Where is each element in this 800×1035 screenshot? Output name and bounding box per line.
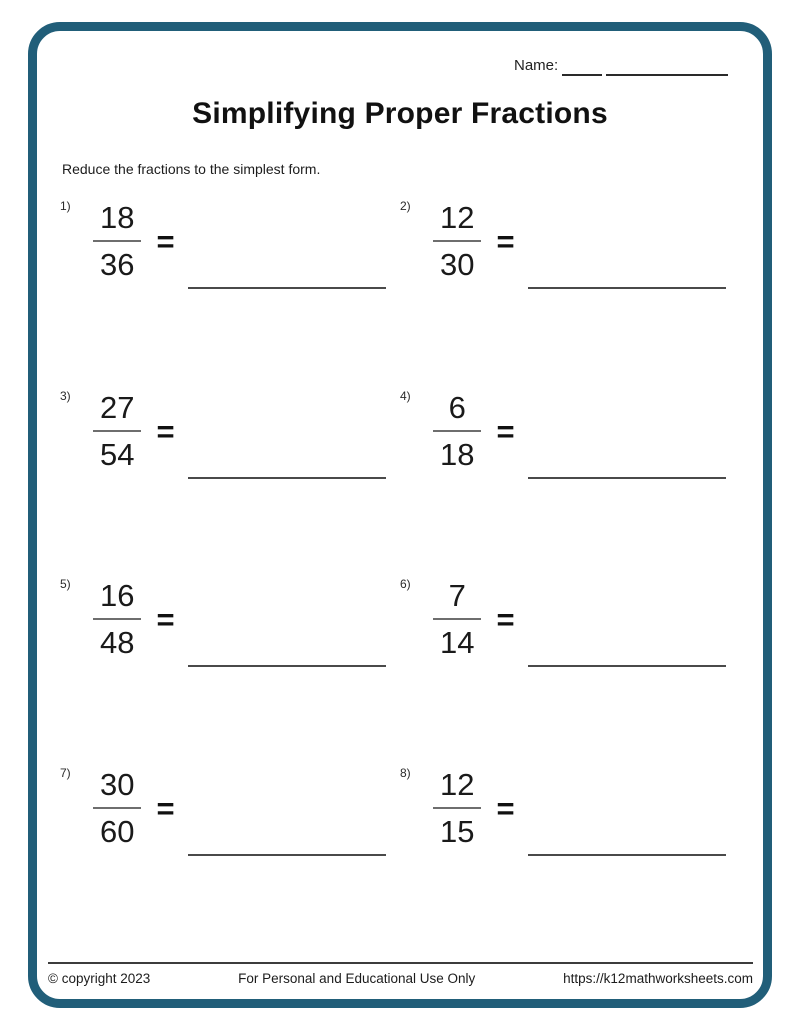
answer-line[interactable] <box>528 854 726 856</box>
footer-copyright: © copyright 2023 <box>48 971 151 986</box>
fraction-bar <box>93 240 141 242</box>
denominator: 14 <box>440 625 475 660</box>
denominator: 18 <box>440 437 475 472</box>
name-line[interactable] <box>562 60 602 76</box>
answer-line[interactable] <box>528 477 726 479</box>
fraction <box>433 386 481 476</box>
answer-line[interactable] <box>188 854 386 856</box>
fraction <box>93 196 141 286</box>
problem-number: 8) <box>400 766 411 780</box>
answer-line[interactable] <box>188 287 386 289</box>
equals-sign: = <box>496 224 515 259</box>
problem-number: 3) <box>60 389 71 403</box>
fraction-bar <box>93 430 141 432</box>
fraction <box>433 763 481 853</box>
denominator: 36 <box>100 247 135 282</box>
problem-5 <box>60 572 395 668</box>
footer-usage: For Personal and Educational Use Only <box>238 971 476 986</box>
equals-sign: = <box>156 791 175 826</box>
problem-2 <box>400 194 735 290</box>
numerator: 7 <box>448 578 466 613</box>
equals-sign: = <box>496 414 515 449</box>
problem-1 <box>60 194 395 290</box>
fraction-bar <box>433 430 481 432</box>
fraction-bar <box>433 618 481 620</box>
numerator: 12 <box>440 767 475 802</box>
equals-sign: = <box>156 602 175 637</box>
problem-3 <box>60 384 395 480</box>
equals-sign: = <box>156 224 175 259</box>
problem-8 <box>400 761 735 857</box>
fraction <box>433 196 481 286</box>
fraction <box>93 763 141 853</box>
answer-line[interactable] <box>188 665 386 667</box>
page-title: Simplifying Proper Fractions <box>192 97 608 130</box>
name-label: Name: <box>514 57 559 74</box>
problem-number: 7) <box>60 766 71 780</box>
denominator: 30 <box>440 247 475 282</box>
numerator: 27 <box>100 390 135 425</box>
answer-line[interactable] <box>188 477 386 479</box>
numerator: 30 <box>100 767 135 802</box>
problem-number: 6) <box>400 577 411 591</box>
denominator: 48 <box>100 625 135 660</box>
footer <box>48 971 753 986</box>
equals-sign: = <box>496 602 515 637</box>
problem-6 <box>400 572 735 668</box>
problem-number: 1) <box>60 199 71 213</box>
problem-number: 5) <box>60 577 71 591</box>
footer-url: https://k12mathworksheets.com <box>563 971 753 986</box>
numerator: 12 <box>440 200 475 235</box>
name-row <box>514 57 728 76</box>
equals-sign: = <box>156 414 175 449</box>
numerator: 18 <box>100 200 135 235</box>
problem-number: 4) <box>400 389 411 403</box>
problem-4 <box>400 384 735 480</box>
fraction <box>93 386 141 476</box>
fraction <box>93 574 141 664</box>
fraction-bar <box>93 807 141 809</box>
problem-number: 2) <box>400 199 411 213</box>
fraction-bar <box>433 807 481 809</box>
instructions: Reduce the fractions to the simplest form. <box>62 161 321 177</box>
equals-sign: = <box>496 791 515 826</box>
denominator: 15 <box>440 814 475 849</box>
answer-line[interactable] <box>528 287 726 289</box>
fraction-bar <box>93 618 141 620</box>
answer-line[interactable] <box>528 665 726 667</box>
numerator: 6 <box>448 390 466 425</box>
footer-divider <box>48 962 753 964</box>
fraction-bar <box>433 240 481 242</box>
numerator: 16 <box>100 578 135 613</box>
problem-7 <box>60 761 395 857</box>
name-line[interactable] <box>606 60 728 76</box>
denominator: 60 <box>100 814 135 849</box>
fraction <box>433 574 481 664</box>
denominator: 54 <box>100 437 135 472</box>
